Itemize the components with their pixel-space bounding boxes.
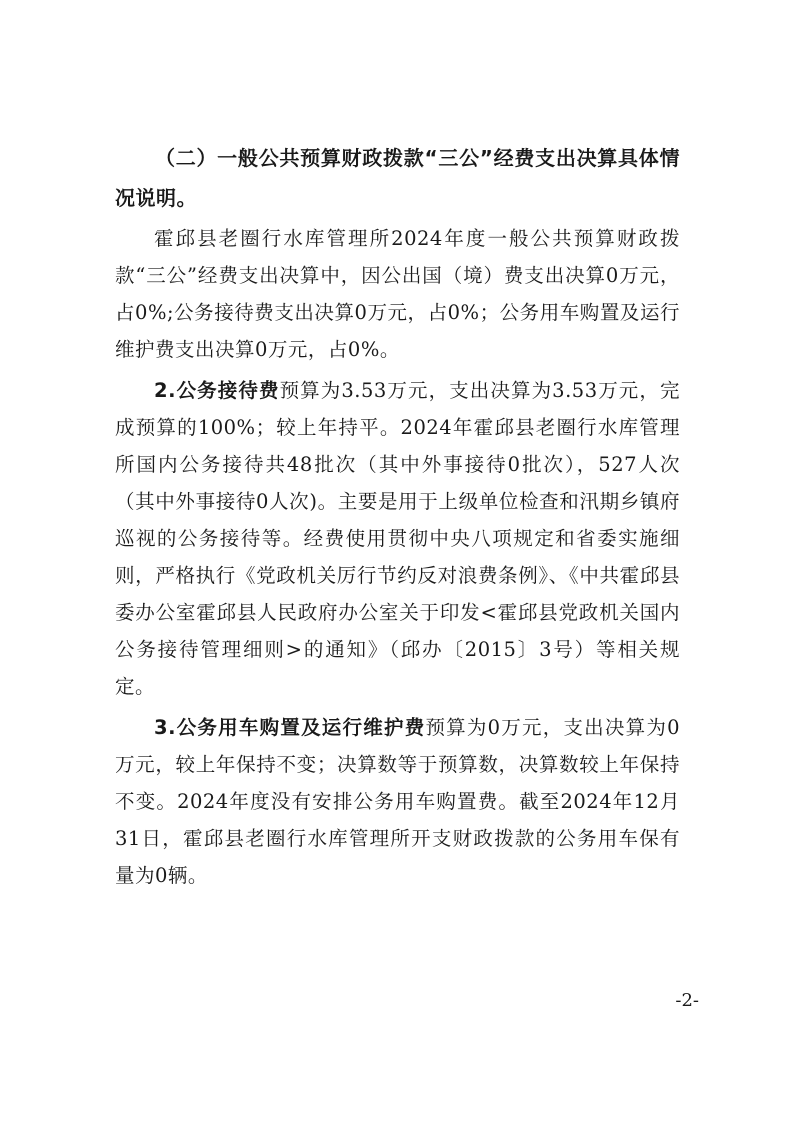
page-number: -2- bbox=[675, 990, 699, 1011]
vehicle-label: 3.公务用车购置及运行维护费 bbox=[154, 716, 426, 739]
paragraph-reception bbox=[115, 372, 680, 705]
paragraph-intro: 霍邱县老圈行水库管理所2024年度一般公共预算财政拨款“三公”经费支出决算中，因公出国（境）费支出决算0万元，占0%;公务接待费支出决算0万元，占0%；公务用车购置及运行维护费支出决算0万元，占0%。 bbox=[115, 227, 680, 361]
paragraph-vehicle bbox=[115, 709, 680, 894]
document-body bbox=[115, 138, 680, 894]
vehicle-text: 预算为0万元，支出决算为0万元，较上年保持不变；决算数等于预算数，决算数较上年保持不变。2024年度没有安排公务用车购置费。截至2024年12月31日，霍邱县老圈行水库管理所开支财政拨款的公务用车保有量为0辆。 bbox=[115, 716, 680, 887]
section-heading: （二）一般公共预算财政拨款“三公”经费支出决算具体情况说明。 bbox=[115, 146, 680, 210]
reception-text: 预算为3.53万元，支出决算为3.53万元，完成预算的100%；较上年持平。2024年霍邱县老圈行水库管理所国内公务接待共48批次（其中外事接待0批次），527人次（其中外事接待0人次)。主要是用于上级单位检查和汛期乡镇府巡视的公务接待等。经费使用贯彻中央八项规定和省委实施细则，严格执行《党政机关厉行节约反对浪费条例》、《中共霍邱县委办公室霍邱县人民政府办公室关于印发<霍邱县党政机关国内公务接待管理细则>的通知》（邱办〔2015〕3号）等相关规定。 bbox=[115, 379, 680, 698]
reception-label: 2.公务接待费 bbox=[154, 379, 280, 402]
